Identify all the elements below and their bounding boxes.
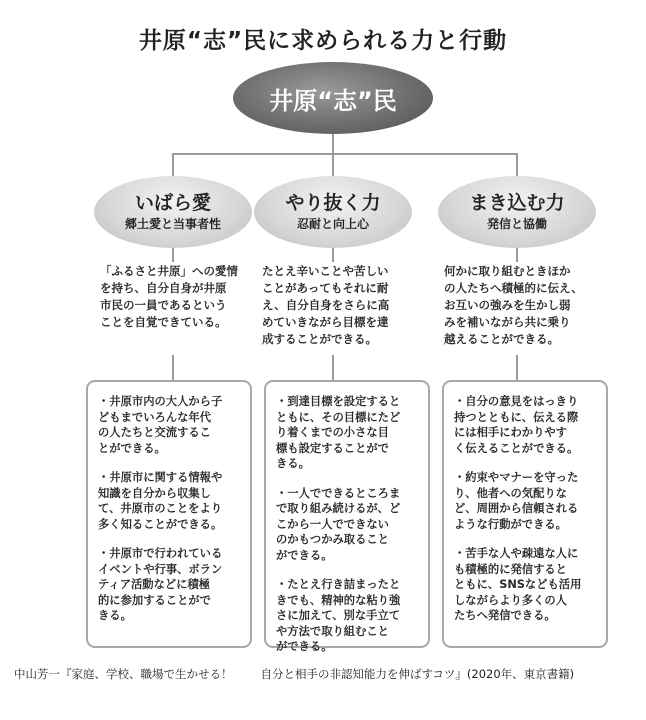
node-subheading: 忍耐と向上心 bbox=[296, 217, 369, 231]
node-heading: やり抜く力 bbox=[285, 192, 381, 214]
node-yarinuku-chikara bbox=[254, 176, 412, 248]
description-yarinuku-chikara: たとえ辛いことや苦しい ことがあってもそれに耐 え、自分自身をさらに高 めていきながら目標を達 成することができる。 bbox=[262, 264, 390, 346]
center-node bbox=[233, 62, 433, 134]
node-subheading: 郷土愛と当事者性 bbox=[124, 217, 221, 231]
node-heading: まき込む力 bbox=[469, 192, 565, 214]
actions-box-yarinuku-chikara bbox=[264, 380, 430, 653]
connector-middle-lower bbox=[332, 248, 334, 262]
center-node-label: 井原“志”民 bbox=[269, 86, 397, 115]
node-ibara-ai bbox=[94, 176, 252, 248]
actions-box-makikomu-chikara bbox=[442, 380, 608, 648]
list-item: ・一人でできるところま で取り組み続けるが、ど こから一人でできない のかもつかみ取ること ができる。 bbox=[276, 486, 401, 562]
connector-left bbox=[172, 153, 174, 177]
connector-trunk bbox=[332, 134, 334, 154]
list-item: ・苦手な人や疎遠な人に も積極的に発信すると ともに、SNSなども活用 しながらより多くの人 たちへ発信できる。 bbox=[454, 547, 582, 622]
connector-middle bbox=[332, 153, 334, 177]
source-caption bbox=[14, 666, 640, 682]
description-makikomu-chikara: 何かに取り組むときほか の人たちへ積極的に伝え、 お互いの強みを生かし弱 みを補いながら共に乗り 越えることができる。 bbox=[444, 264, 583, 346]
list-item: ・約束やマナーを守った り、他者への気配りな ど、周囲から信頼される ような行動ができる。 bbox=[454, 471, 579, 531]
connector-right-lower bbox=[516, 248, 518, 262]
caption-book: 自分と相手の非認知能力を伸ばすコツ』(2020年、東京書籍) bbox=[260, 667, 575, 681]
list-item: ・井原市で行われている イベントや行事、ボラン ティア活動などに積極 的に参加することがで きる。 bbox=[98, 547, 223, 622]
node-heading: いばら愛 bbox=[134, 192, 211, 214]
node-subheading: 発信と協働 bbox=[486, 217, 547, 231]
caption-source: 中山芳一『家庭、学校、職場で生かせる！ bbox=[14, 667, 233, 681]
description-ibara-ai: 「ふるさと井原」への愛情 を持ち、自分自身が井原 市民の一員であるという ことを自覚できている。 bbox=[100, 264, 238, 329]
connector-horizontal bbox=[172, 153, 518, 155]
list-item: ・到達目標を設定すると ともに、その目標にたど り着くまでの小さな目 標も設定することがで きる。 bbox=[276, 395, 401, 470]
node-makikomu-chikara bbox=[438, 176, 596, 248]
connector-left-lower bbox=[172, 248, 174, 262]
list-item: ・自分の意見をはっきり 持つとともに、伝える際 には相手にわかりやす く伝えることができる。 bbox=[454, 395, 579, 455]
list-item: ・井原市に関する情報や 知識を自分から収集し て、井原市のことをより 多く知ることができる。 bbox=[98, 471, 223, 531]
list-item: ・たとえ行き詰まったと きでも、精神的な粘り強 さに加えて、別な手立て や方法で取り組むこと ができる。 bbox=[276, 578, 401, 653]
list-item: ・井原市内の大人から子 どもまでいろんな年代 の人たちと交流するこ とができる。 bbox=[98, 395, 223, 455]
diagram-title: 井原“志”民に求められる力と行動 bbox=[138, 28, 508, 54]
connector-left-box bbox=[172, 355, 174, 381]
connector-middle-box bbox=[332, 355, 334, 381]
connector-right bbox=[516, 153, 518, 177]
connector-right-box bbox=[516, 355, 518, 381]
actions-box-ibara-ai bbox=[86, 380, 252, 648]
